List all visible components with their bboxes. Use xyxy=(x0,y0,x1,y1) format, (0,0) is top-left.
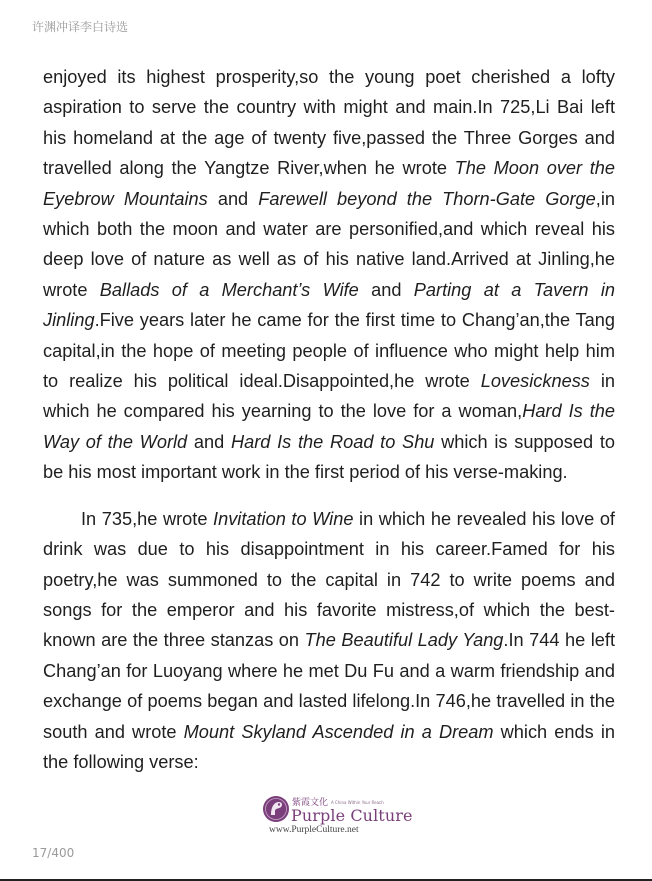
publisher-logo[interactable] xyxy=(262,792,413,838)
text-run: and xyxy=(358,279,414,300)
work-title: Ballads of a Merchant’s Wife xyxy=(99,279,359,300)
logo-chinese-text: 紫霞文化 xyxy=(292,798,329,808)
work-title: Hard Is the Way of the World xyxy=(43,401,615,452)
book-title: 许渊冲译李白诗选 xyxy=(32,20,129,34)
text-run: In 735,he wrote xyxy=(81,508,214,529)
work-title: Lovesickness xyxy=(480,371,590,392)
text-run: .In 744 he left Chang’an for Luoyang where he met Du Fu and a warm friendship and exchange of poems began and lasted lifelong.In 746,he travelled in the south and wrote xyxy=(43,630,615,742)
work-title: The Moon over the Eyebrow Mountains xyxy=(43,158,615,209)
work-title: Mount Skyland Ascended in a Dream xyxy=(183,721,494,742)
page-indicator: 17/400 xyxy=(32,846,75,860)
work-title: Hard Is the Road to Shu xyxy=(230,431,435,452)
text-run: ,in which both the moon and water are personified,and which reveal his deep love of nature as well as of his native land.Arrived at Jinling,he wrote xyxy=(43,188,615,300)
text-run: enjoyed its highest prosperity,so the young poet cherished a lofty aspiration to serve the country with might and main.In 725,Li Bai left his homeland at the age of twenty five,passed the Three Gorges and travelled along the Yangtze River,when he wrote xyxy=(43,67,615,179)
logo-brand-name: Purple Culture xyxy=(291,806,413,825)
logo-website-link[interactable]: www.PurpleCulture.net xyxy=(269,825,359,835)
text-run: which ends in the following verse: xyxy=(43,721,615,772)
text-run: and xyxy=(207,188,259,209)
text-run: and xyxy=(187,431,231,452)
paragraph-1 xyxy=(43,62,615,488)
logo-tagline: A China Within Your Reach xyxy=(331,800,384,805)
text-run: .Five years later he came for the first time to Chang’an,the Tang capital,in the hope of meeting people of influence who might help him to realize his political ideal.Disappointed,he wrote xyxy=(43,310,615,392)
text-run: in which he compared his yearning to the love for a woman, xyxy=(43,371,615,422)
work-title: Farewell beyond the Thorn-Gate Gorge xyxy=(258,188,596,209)
page-content xyxy=(43,62,615,777)
text-run: which is supposed to be his most important work in the first period of his verse-making. xyxy=(43,431,615,483)
paragraph-2 xyxy=(43,504,615,778)
work-title: Invitation to Wine xyxy=(213,508,354,529)
text-run: in which he revealed his love of drink was due to his disappointment in his career.Famed for his poetry,he was summoned to the capital in 742 to write poems and songs for the emperor and his favorite mistress,of which the best-known are the three stanzas on xyxy=(43,508,615,651)
work-title: Parting at a Tavern in Jinling xyxy=(43,279,616,331)
purple-culture-emblem-icon xyxy=(262,794,290,824)
work-title: The Beautiful Lady Yang xyxy=(304,630,504,651)
